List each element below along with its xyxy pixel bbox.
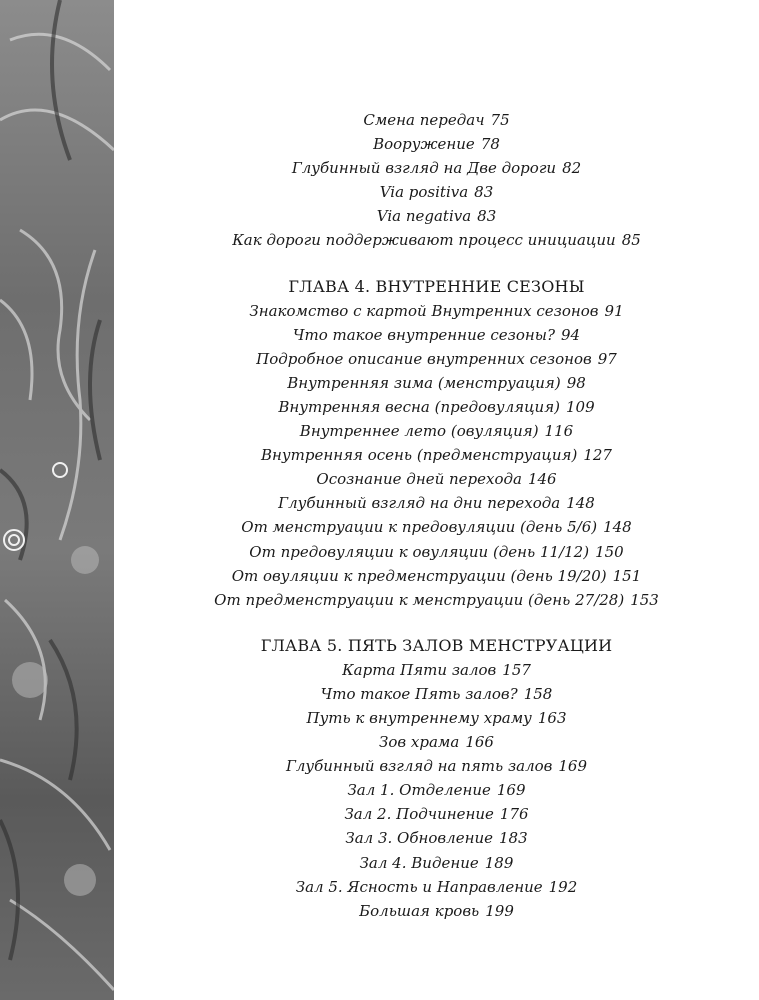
page-number: 75 <box>490 111 510 129</box>
page-number: 148 <box>566 494 595 513</box>
toc-entry[interactable]: Знакомство с картой Внутренних сезонов 91 <box>249 301 624 320</box>
page-number: 148 <box>603 518 632 537</box>
decorative-artwork-strip <box>0 0 114 1000</box>
page-number: 163 <box>537 708 567 727</box>
page-number: 189 <box>484 853 514 872</box>
toc-entry[interactable]: Глубинный взгляд на пять залов 169 <box>285 757 588 776</box>
page-number: 109 <box>566 397 595 416</box>
page-number: 150 <box>595 542 624 561</box>
toc-entry[interactable]: От предовуляции к овуляции (день 11/12) 150 <box>249 542 624 561</box>
toc-entry[interactable]: Зал 3. Обновление 183 <box>345 829 528 848</box>
toc-entry[interactable]: Via negativa 83 <box>376 207 497 226</box>
toc-entry[interactable]: Зал 2. Подчинение 176 <box>344 805 529 824</box>
page-number: 151 <box>612 566 642 585</box>
toc-entry[interactable]: Внутренняя зима (менструация) 98 <box>287 373 586 392</box>
toc-entry[interactable]: Внутренняя осень (предменструация) 127 <box>261 446 612 465</box>
toc-entry[interactable]: Вооружение 78 <box>373 135 500 154</box>
page-number: 91 <box>604 301 624 320</box>
toc-entry[interactable]: От овуляции к предменструации (день 19/20) 151 <box>231 566 642 585</box>
page-number: 83 <box>474 183 494 202</box>
page-number: 166 <box>465 733 494 752</box>
page-number: 83 <box>477 207 497 226</box>
toc-entry[interactable]: Внутренняя весна (предовуляция) 109 <box>278 397 595 416</box>
toc-entry[interactable]: Глубинный взгляд на Две дороги 82 <box>291 159 582 178</box>
toc-entry[interactable]: Зов храма 166 <box>379 733 494 752</box>
toc-entry[interactable]: Зал 5. Ясность и Направление 192 <box>295 877 578 896</box>
page-number: 94 <box>561 325 581 344</box>
page-number: 169 <box>558 757 588 776</box>
chapter-5-heading[interactable]: ГЛАВА 5. ПЯТЬ ЗАЛОВ МЕНСТРУАЦИИ <box>260 635 613 655</box>
toc-entry[interactable]: Путь к внутреннему храму 163 <box>306 708 567 727</box>
toc-entry[interactable]: Смена передач 75 <box>363 111 510 129</box>
toc-entry[interactable]: Via positiva 83 <box>379 183 494 202</box>
page-number: 98 <box>566 373 586 392</box>
page-number: 158 <box>523 684 553 703</box>
toc-entry[interactable]: Глубинный взгляд на дни перехода 148 <box>278 494 595 513</box>
page-number: 199 <box>485 901 514 920</box>
page-number: 97 <box>597 349 617 368</box>
toc-entry[interactable]: Зал 4. Видение 189 <box>359 853 514 872</box>
page-number: 127 <box>583 446 612 465</box>
toc-entry[interactable]: Зал 1. Отделение 169 <box>347 781 526 800</box>
toc-entry[interactable]: Большая кровь 199 <box>359 901 514 920</box>
chapter-4-heading[interactable]: ГЛАВА 4. ВНУТРЕННИЕ СЕЗОНЫ <box>288 276 585 296</box>
toc-entry[interactable]: Карта Пяти залов 157 <box>342 660 531 679</box>
toc-entry[interactable]: Что такое внутренние сезоны? 94 <box>292 325 581 344</box>
toc-entry[interactable]: Что такое Пять залов? 158 <box>320 684 553 703</box>
toc-entry[interactable]: Как дороги поддерживают процесс инициации 85 <box>232 231 641 250</box>
page-number: 157 <box>502 660 531 679</box>
page-number: 183 <box>499 829 528 848</box>
toc-entry[interactable]: От предменструации к менструации (день 27/28) 153 <box>214 590 659 609</box>
page-number: 82 <box>562 159 582 178</box>
page-number: 153 <box>630 590 659 609</box>
page-number: 146 <box>527 470 557 489</box>
table-of-contents <box>114 108 759 923</box>
page-number: 192 <box>548 877 578 896</box>
page-number: 116 <box>544 422 574 441</box>
page-number: 85 <box>621 231 641 250</box>
page-number: 169 <box>496 781 526 800</box>
page-number: 78 <box>480 135 500 154</box>
page-number: 176 <box>499 805 529 824</box>
toc-entry[interactable]: Осознание дней перехода 146 <box>316 470 557 489</box>
toc-entry[interactable]: Внутреннее лето (овуляция) 116 <box>299 422 574 441</box>
toc-entry[interactable]: От менструации к предовуляции (день 5/6) 148 <box>241 518 632 537</box>
toc-entry[interactable]: Подробное описание внутренних сезонов 97 <box>256 349 617 368</box>
